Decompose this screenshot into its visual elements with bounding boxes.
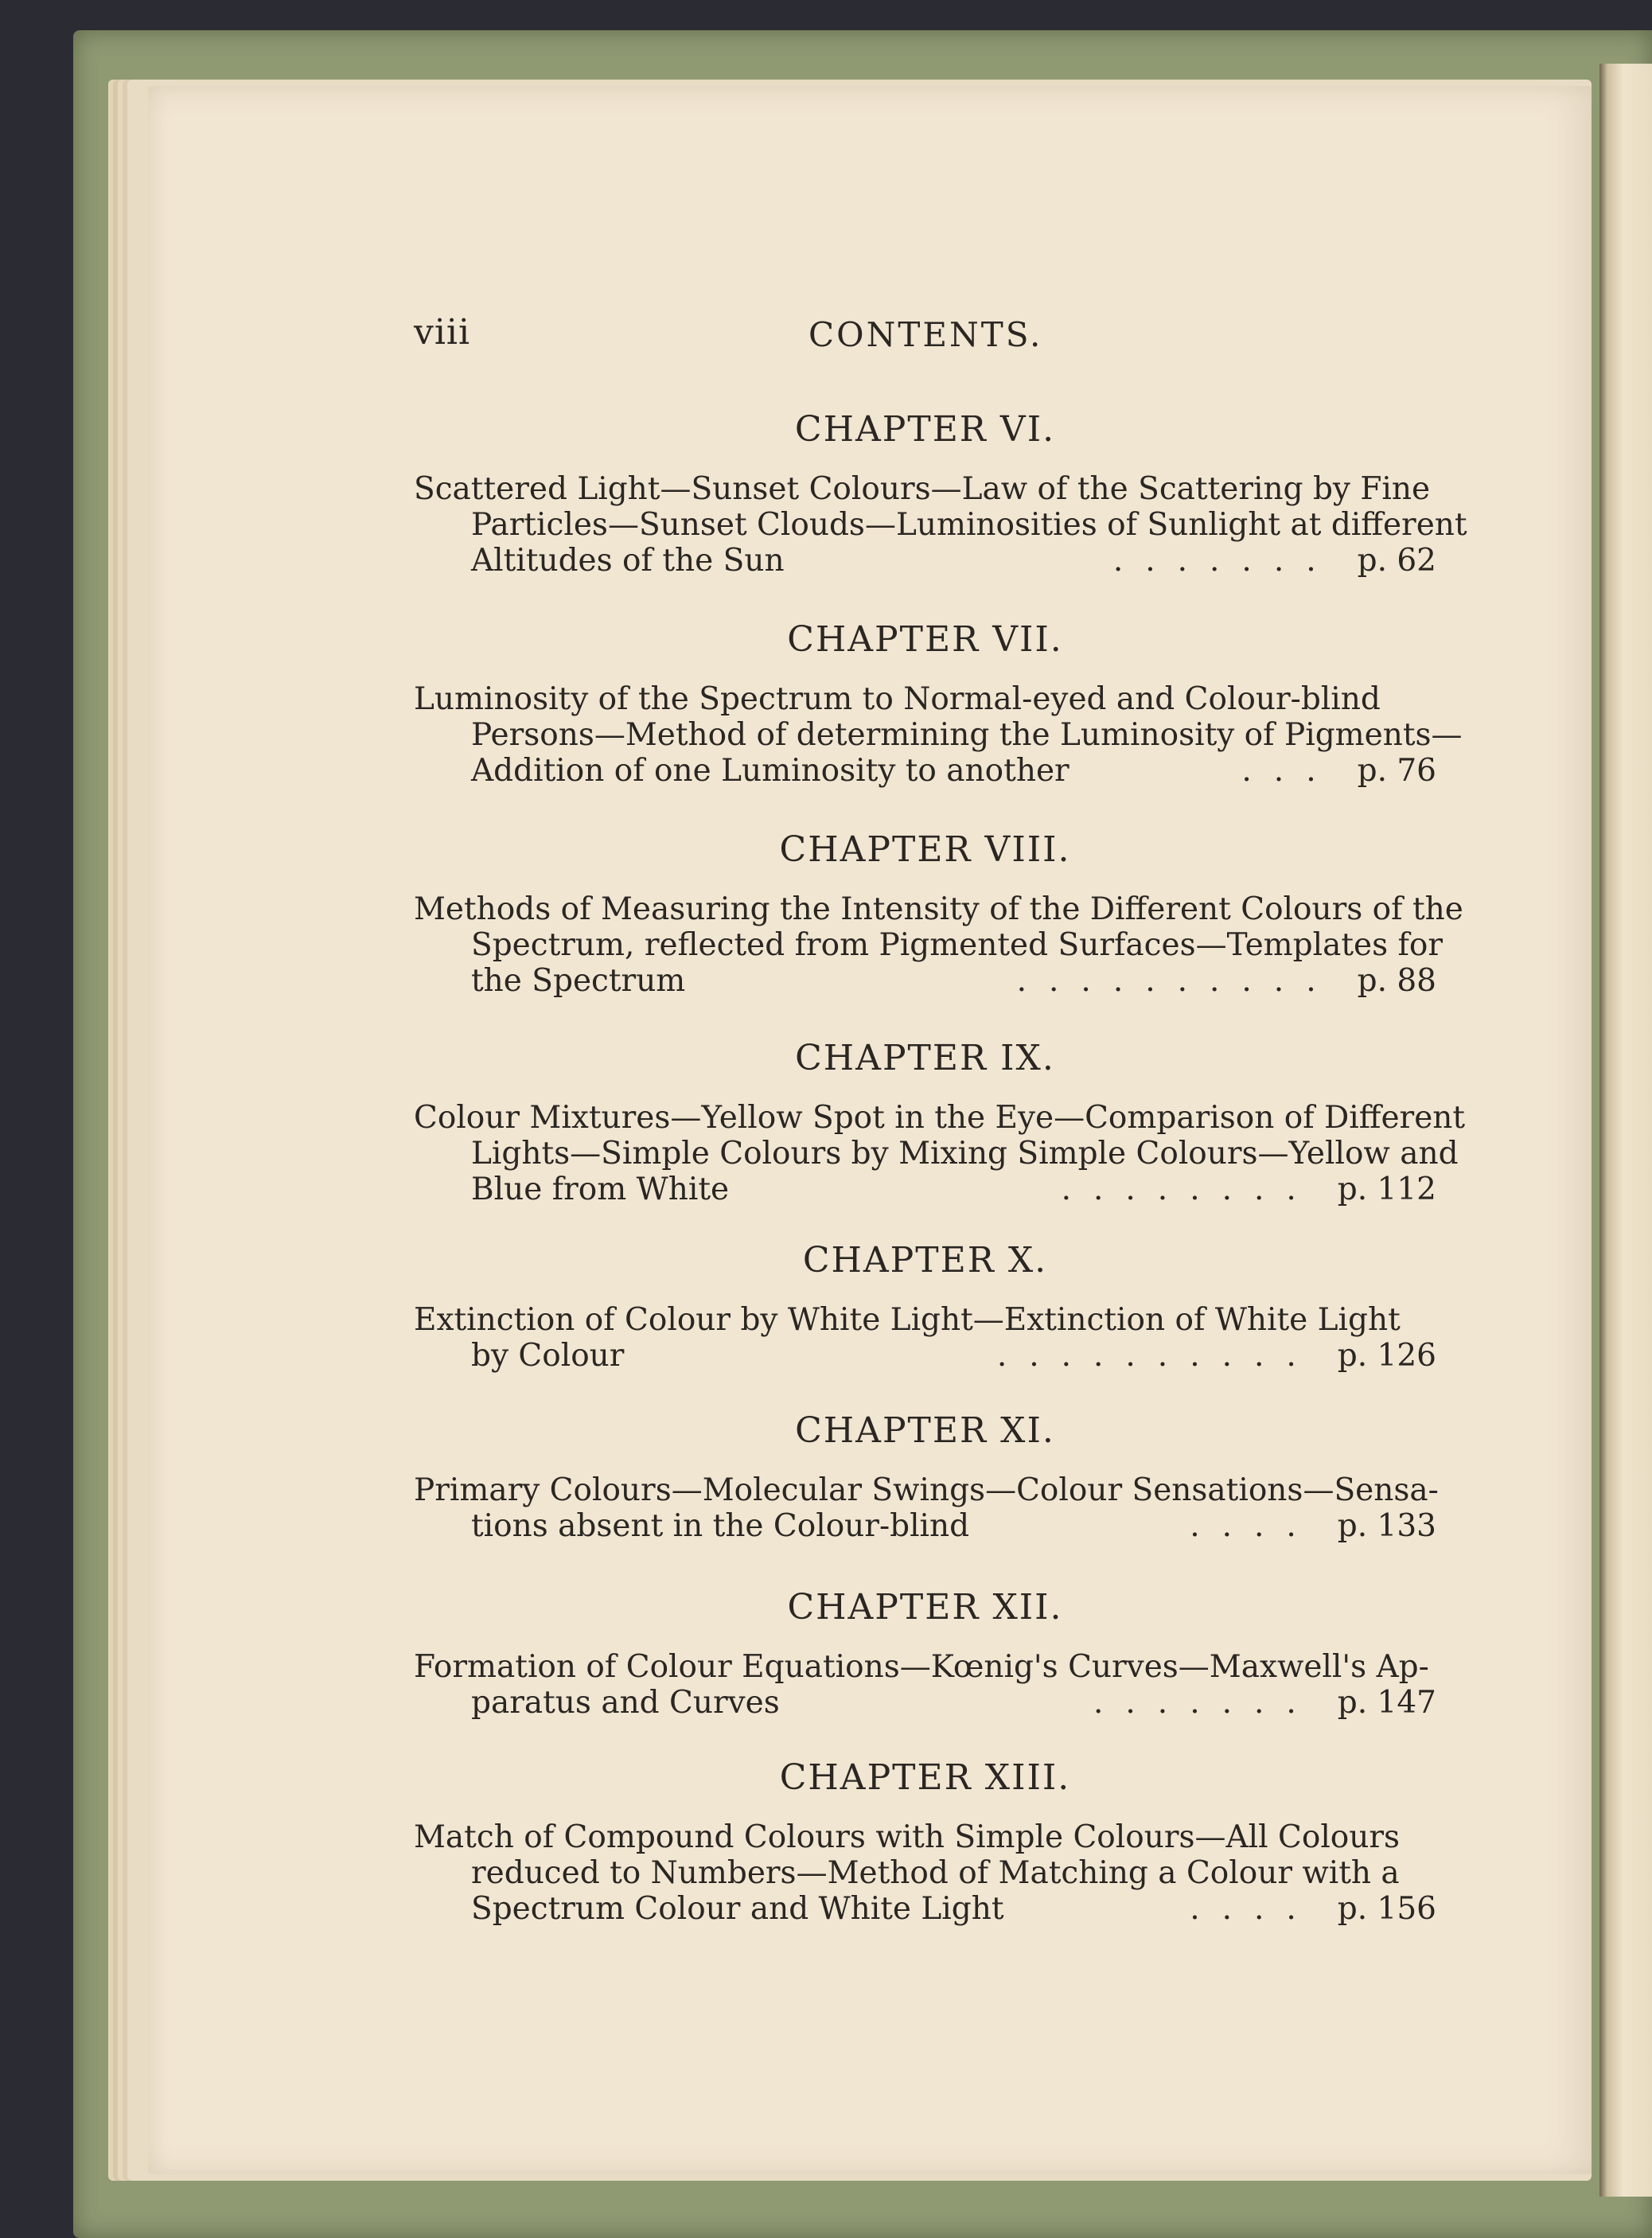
- chapter-xiii: [414, 1756, 1436, 1927]
- chapter-summary: [414, 891, 1463, 999]
- summary-line: Primary Colours—Molecular Swings—Colour Sensations—Sensa-: [414, 1472, 1439, 1508]
- page-reference: p. 133: [1337, 1508, 1436, 1544]
- summary-line: the Spectrum: [471, 963, 686, 999]
- chapter-ix: [414, 1036, 1466, 1207]
- chapter-vii: [414, 618, 1463, 789]
- chapter-vi: [414, 407, 1467, 579]
- chapter-summary: [414, 1472, 1439, 1544]
- summary-line: tions absent in the Colour-blind: [471, 1508, 970, 1544]
- page-number: viii: [414, 312, 471, 353]
- page-reference: p. 112: [1337, 1172, 1436, 1207]
- chapter-x: [414, 1238, 1436, 1374]
- summary-line: paratus and Curves: [471, 1685, 780, 1721]
- page-reference: p. 126: [1337, 1338, 1436, 1374]
- summary-last-line: [414, 1685, 1436, 1721]
- summary-line: reduced to Numbers—Method of Matching a Colour with a: [471, 1855, 1400, 1891]
- summary-line: Methods of Measuring the Intensity of the Different Colours of the: [414, 891, 1463, 927]
- dot-leader: ....: [1190, 1508, 1319, 1544]
- chapter-heading: CHAPTER VI.: [794, 409, 1056, 450]
- chapter-heading: CHAPTER XII.: [787, 1587, 1063, 1628]
- chapter-summary: [414, 1100, 1466, 1207]
- chapter-heading: CHAPTER XI.: [795, 1410, 1055, 1451]
- dot-leader: .......: [1112, 543, 1338, 579]
- summary-line: Spectrum, reflected from Pigmented Surfaces—Templates for: [471, 927, 1444, 963]
- summary-line: Scattered Light—Sunset Colours—Law of the Scattering by Fine: [414, 471, 1431, 507]
- chapter-summary: [414, 1819, 1436, 1927]
- chapter-xi: [414, 1409, 1439, 1544]
- chapter-viii: [414, 828, 1463, 999]
- summary-line: Colour Mixtures—Yellow Spot in the Eye—Comparison of Different: [414, 1100, 1466, 1136]
- summary-line: Formation of Colour Equations—Kœnig's Curves—Maxwell's Ap-: [414, 1649, 1429, 1685]
- dot-leader: .......: [1093, 1685, 1319, 1721]
- dot-leader: ..........: [996, 1338, 1319, 1374]
- summary-line: Spectrum Colour and White Light: [471, 1891, 1004, 1927]
- chapter-heading: CHAPTER VII.: [787, 619, 1063, 660]
- summary-last-line: [414, 753, 1436, 789]
- summary-line: by Colour: [471, 1338, 625, 1374]
- chapter-heading: CHAPTER VIII.: [779, 829, 1071, 870]
- summary-line: Lights—Simple Colours by Mixing Simple Colours—Yellow and: [471, 1136, 1459, 1172]
- chapter-heading: CHAPTER IX.: [795, 1038, 1055, 1078]
- summary-line: Persons—Method of determining the Luminosity of Pigments—: [471, 717, 1463, 753]
- summary-last-line: [414, 1338, 1436, 1374]
- chapter-summary: [414, 1302, 1436, 1374]
- summary-last-line: [414, 543, 1436, 579]
- dot-leader: ....: [1190, 1891, 1319, 1927]
- chapter-summary: [414, 471, 1467, 579]
- chapter-summary: [414, 1649, 1436, 1721]
- summary-line: Match of Compound Colours with Simple Colours—All Colours: [414, 1819, 1401, 1855]
- summary-last-line: [414, 1891, 1436, 1927]
- page-reference: p. 62: [1357, 543, 1436, 579]
- summary-last-line: [414, 1172, 1436, 1207]
- chapter-heading: CHAPTER XIII.: [779, 1757, 1071, 1798]
- summary-line: Altitudes of the Sun: [471, 543, 785, 579]
- dot-leader: ........: [1061, 1172, 1319, 1207]
- summary-last-line: [414, 963, 1436, 999]
- summary-line: Extinction of Colour by White Light—Extinction of White Light: [414, 1302, 1401, 1338]
- summary-line: Luminosity of the Spectrum to Normal-eyed and Colour-blind: [414, 681, 1381, 717]
- chapter-summary: [414, 681, 1463, 789]
- dot-leader: ...: [1241, 753, 1338, 789]
- running-head: CONTENTS.: [808, 315, 1043, 354]
- chapter-heading: CHAPTER X.: [802, 1240, 1048, 1281]
- summary-line: Addition of one Luminosity to another: [471, 753, 1070, 789]
- page-reference: p. 88: [1357, 963, 1436, 999]
- page-reference: p. 147: [1337, 1685, 1436, 1721]
- summary-last-line: [414, 1508, 1436, 1544]
- page-reference: p. 156: [1337, 1891, 1436, 1927]
- page-reference: p. 76: [1357, 753, 1436, 789]
- dot-leader: ..........: [1016, 963, 1338, 999]
- chapter-xii: [414, 1585, 1436, 1721]
- summary-line: Blue from White: [471, 1172, 730, 1207]
- summary-line: Particles—Sunset Clouds—Luminosities of Sunlight at different: [471, 507, 1467, 543]
